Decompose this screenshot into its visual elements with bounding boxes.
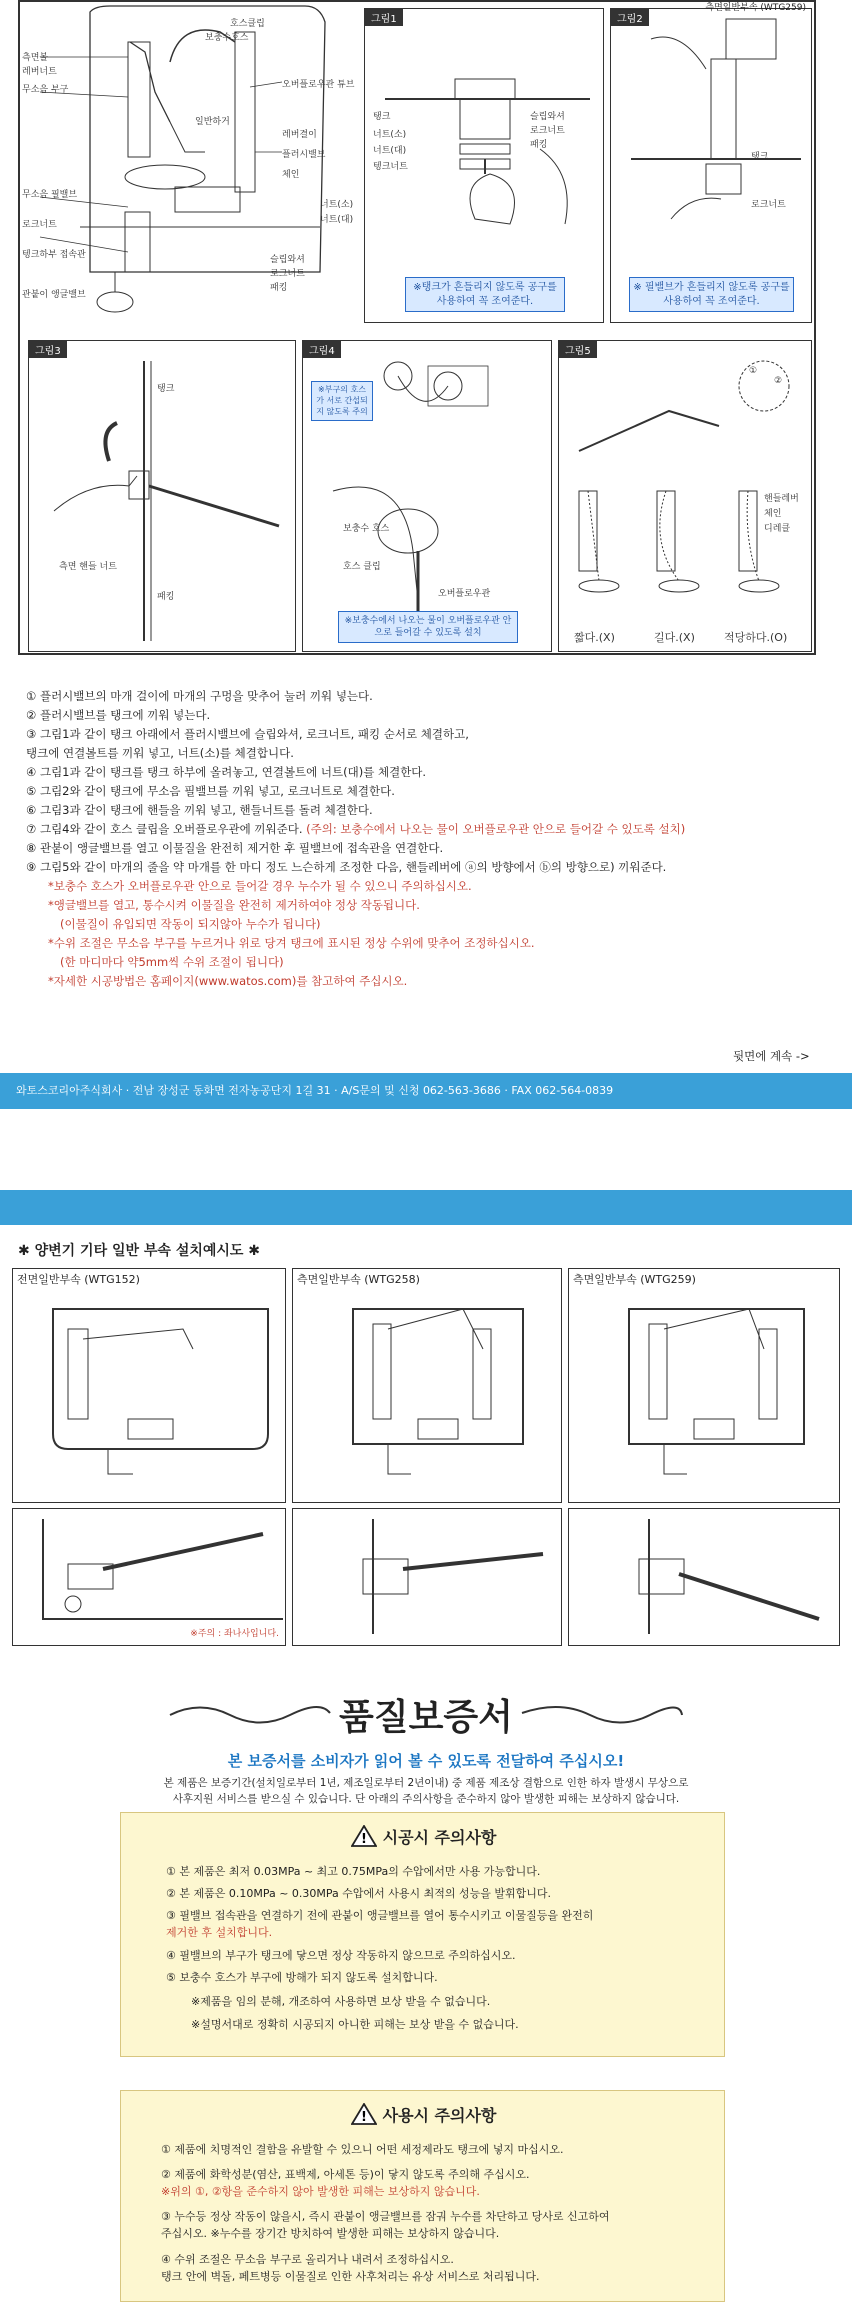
step-7-warning: (주의: 보충수에서 나오는 물이 오버플로우관 안으로 들어갈 수 있도록 설치) [306,822,686,836]
label-flush-valve: 플러시밸브 [282,150,326,160]
warranty-intro-2: 사후지원 서비스를 받으실 수 있습니다. 단 아래의 주의사항을 준수하지 않아 발생한 피해는 보상하지 않습니다. [172,1793,680,1805]
install-title-text: 시공시 주의사항 [382,1828,497,1847]
fig4-label-hose-clip: 호스 클립 [343,562,381,572]
install-note-1: ※제품을 임의 분해, 개조하여 사용하면 보상 받을 수 없습니다. [191,1995,491,2008]
figure-2-note: ※ 필밸브가 흔들리지 않도록 공구를 사용하여 꼭 조여준다. [629,277,794,312]
warranty-heading [160,1685,692,1740]
fig3-label-packing: 패킹 [157,592,175,602]
fig1-label-tank: 탱크 [373,112,391,122]
installation-steps [26,687,826,991]
handle-detail-2 [292,1508,562,1646]
figure-2-drawing [611,9,813,259]
warranty-title: 품질보증서 [339,1696,513,1738]
caution-2: *앵글밸브를 열고, 통수시켜 이물질을 완전히 제거하여야 정상 작동됩니다. [48,898,420,912]
wrong-thread-note: ※주의 : 좌나사입니다. [190,1629,279,1639]
warning-icon [351,1825,377,1847]
step-3a: ③ 그림1과 같이 탱크 아래에서 플러시밸브에 슬립와셔, 로크너트, 패킹 순서로 체결하고, [26,727,469,741]
warning-icon [351,2103,377,2125]
install-item-4: ④ 필밸브의 부구가 탱크에 닿으면 정상 작동하지 않으므로 주의하십시오. [166,1949,516,1962]
part-wtg258-label: 측면일반부속 (WTG258) [297,1273,420,1286]
caution-1: *보충수 호스가 오버플로우관 안으로 들어갈 경우 누수가 될 수 있으니 주의하십시오. [48,879,472,893]
figure-4-note-top: ※부구의 호스가 서로 간섭되지 않도록 주의 [311,381,373,421]
fig5-label-chain: 체인 [764,509,782,519]
fig5-caption-right: 적당하다.(O) [724,631,788,644]
use-item-2-note: ※위의 ①, ②항을 준수하지 않아 발생한 피해는 보상하지 않습니다. [161,2185,480,2198]
part-wtg258-drawing [293,1269,563,1504]
label-overflow-tube: 오버플로우관 튜브 [282,80,355,90]
install-item-3a: ③ 필밸브 접속관을 연결하기 전에 관붙이 앵글밸브를 열어 통수시키고 이물질등을 완전히 [166,1909,594,1922]
label-lock-nut-2: 로크너트 [270,269,305,279]
label-side-ball: 측면볼 [22,53,49,63]
fig5-caption-long: 길다.(X) [654,631,695,644]
step-5: ⑤ 그림2와 같이 탱크에 무소음 필밸브를 끼워 넣고, 로크너트로 체결한다. [26,784,395,798]
label-refill-hose: 보충수호스 [205,33,249,43]
figure-4-note: ※보충수에서 나오는 물이 오버플로우관 안으로 들어갈 수 있도록 설치 [338,611,518,643]
part-wtg152 [12,1268,286,1503]
use-item-3a: ③ 누수등 정상 작동이 않을시, 즉시 관붙이 앵글밸브를 잠궈 누수를 차단하고 당사로 신고하여 [161,2210,610,2223]
fig2-label-lock-nut: 로크너트 [751,200,786,210]
step-7 [26,820,826,839]
handle-detail-1 [12,1508,286,1646]
warranty-intro [0,1775,852,1807]
fig5-caption-short: 짧다.(X) [574,631,615,644]
figure-3-tag: 그림3 [29,341,67,358]
fig5-label-handle-lever: 핸들레버 [764,494,799,504]
caution-5: (한 마디마다 약5mm씩 수위 조절이 됩니다) [60,955,284,969]
figure-3 [28,340,296,652]
label-nut-large: 너트(대) [320,215,354,225]
step-9: ⑨ 그림5와 같이 마개의 줄을 약 마개를 한 마디 정도 느슨하게 조정한 다음, 핸들레버에 ⓐ의 방향에서 ⓑ의 방향으로) 끼워준다. [26,860,667,874]
install-cautions-title [121,1825,726,1848]
use-item-4b: 탱크 안에 벽돌, 페트병등 이물질로 인한 사후처리는 유상 서비스로 처리됩니다. [161,2270,540,2283]
fig5-label-b: ② [774,376,783,386]
fig1-label-packing: 패킹 [530,140,548,150]
part-wtg259 [568,1268,840,1503]
step-8: ⑧ 관붙이 앵글밸브를 열고 이물질을 완전히 제거한 후 필밸브에 접속관을 연결한다. [26,841,444,855]
figure-1-tag: 그림1 [365,9,403,26]
fig5-label-a: ① [749,366,758,376]
part-wtg152-label: 전면일반부속 (WTG152) [17,1273,140,1286]
fig5-label-direkle: 디레클 [764,524,791,534]
step-2: ② 플러시밸브를 탱크에 끼워 넣는다. [26,708,211,722]
use-title-text: 사용시 주의사항 [382,2106,497,2125]
assembly-figure-panel [18,0,816,655]
label-hose-clip: 호스클립 [230,19,265,29]
label-slip-washer: 슬립와셔 [270,255,305,265]
label-lever-nut: 레버너트 [22,67,57,77]
handle-detail-3-drawing [569,1509,841,1647]
use-cautions-box [120,2090,725,2302]
label-nut-small: 너트(소) [320,200,354,210]
part-wtg259-label: 측면일반부속 (WTG259) [573,1273,696,1286]
label-lever-hook: 레버결이 [282,130,317,140]
warranty-subtitle: 본 보증서를 소비자가 읽어 볼 수 있도록 전달하여 주십시오! [227,1752,625,1770]
fig1-label-slip-washer: 슬립와셔 [530,112,565,122]
figure-4 [302,340,552,652]
fig1-label-tank-nut: 텡크너트 [373,162,408,172]
page2-top-bar [0,1190,852,1225]
fig1-label-lock-nut: 로크너트 [530,126,565,136]
use-item-2: ② 제품에 화학성분(염산, 표백제, 아세톤 등)이 닿지 않도록 주의해 주십시오. [161,2168,530,2181]
install-item-3b: 제거한 후 설치합니다. [166,1926,273,1939]
part-wtg152-drawing [13,1269,287,1504]
fig1-label-nut-large: 너트(대) [373,146,407,156]
label-general-handle: 일반하거 [195,117,230,127]
label-silent-fill-valve: 무소음 필밸브 [22,190,78,200]
figure-4-tag: 그림4 [303,341,341,358]
label-silent-float: 무소음 부구 [22,85,69,95]
figure-2 [610,8,812,323]
step-3b: 탱크에 연결볼트를 끼워 넣고, 너트(소)를 체결합니다. [26,746,294,760]
use-cautions-title [121,2103,726,2126]
use-item-4a: ④ 수위 조절은 무소음 부구로 올리거나 내려서 조정하십시오. [161,2253,454,2266]
part-wtg259-drawing [569,1269,841,1504]
step-6: ⑥ 그림3과 같이 탱크에 핸들을 끼워 넣고, 핸들너트를 돌려 체결한다. [26,803,373,817]
fig2-label-tank: 탱크 [751,152,769,162]
footer-bar: 와토스코리아주식회사 · 전남 장성군 동화면 전자농공단지 1길 31 · A/S문의 및 신청 062-563-3686 · FAX 062-564-0839 [0,1073,852,1109]
part-wtg258 [292,1268,562,1503]
install-item-1: ① 본 제품은 최저 0.03MPa ~ 최고 0.75MPa의 수압에서만 사용 가능합니다. [166,1865,541,1878]
fig4-label-refill-hose: 보충수 호스 [343,524,390,534]
continued-label: 뒷면에 계속 -> [733,1049,810,1063]
step-7-text: ⑦ 그림4와 같이 호스 클립을 오버플로우관에 끼워준다. [26,822,307,836]
main-assembly-diagram [20,2,360,332]
top-right-header: 측면일반부속 (WTG259) [705,3,806,13]
figure-1 [364,8,604,323]
fig1-label-nut-small: 너트(소) [373,130,407,140]
label-lock-nut: 로크너트 [22,220,57,230]
label-angle-valve: 관붙이 앵글밸브 [22,290,86,300]
fig3-label-side-handle-nut: 측면 핸들 너트 [59,562,117,572]
caution-4: *수위 조절은 무소음 부구를 누르거나 위로 당겨 탱크에 표시된 정상 수위에 맞추어 조정하십시오. [48,936,535,950]
fig4-label-overflow: 오버플로우관 [438,589,491,599]
step-1: ① 플러시밸브의 마개 걸이에 마개의 구멍을 맞추어 눌러 끼워 넣는다. [26,689,373,703]
main-assembly-drawing [20,2,360,332]
figure-5 [558,340,812,652]
step-4: ④ 그림1과 같이 탱크를 탱크 하부에 올려놓고, 연결볼트에 너트(대)를 체결한다. [26,765,427,779]
caution-3: (이물질이 유입되면 작동이 되지않아 누수가 됩니다) [60,917,321,931]
figure-1-note: ※탱크가 흔들리지 않도록 공구를 사용하여 꼭 조여준다. [405,277,565,312]
handle-detail-3 [568,1508,840,1646]
handle-detail-2-drawing [293,1509,563,1647]
fig3-label-tank: 탱크 [157,384,175,394]
use-item-3b: 주십시오. ※누수를 장기간 방치하여 발생한 피해는 보상하지 않습니다. [161,2227,500,2240]
label-packing: 패킹 [270,283,288,293]
install-item-2: ② 본 제품은 0.10MPa ~ 0.30MPa 수압에서 사용시 최적의 성능을 발휘합니다. [166,1887,552,1900]
install-note-2: ※설명서대로 정확히 시공되지 아니한 피해는 보상 받을 수 없습니다. [191,2018,519,2031]
install-item-5: ⑤ 보충수 호스가 부구에 방해가 되지 않도록 설치합니다. [166,1971,438,1984]
warranty-intro-1: 본 제품은 보증기간(설치일로부터 1년, 제조일로부터 2년이내) 중 제품 제조상 결함으로 인한 하자 발생시 무상으로 [163,1777,689,1789]
install-cautions-box [120,1812,725,2057]
figure-2-tag: 그림2 [611,9,649,26]
svg-text:!: ! [360,2110,367,2125]
use-item-1: ① 제품에 치명적인 결함을 유발할 수 있으니 어떤 세정제라도 탱크에 넣지 마십시오. [161,2143,564,2156]
section-title: ✱ 양변기 기타 일반 부속 설치예시도 ✱ [18,1243,261,1259]
figure-5-tag: 그림5 [559,341,597,358]
svg-text:!: ! [360,1832,367,1847]
caution-6: *자세한 시공방법은 홈페이지(www.watos.com)를 참고하여 주십시오. [48,974,408,988]
label-tank-connector: 텡크하부 접속관 [22,250,86,260]
label-chain: 체인 [282,170,300,180]
